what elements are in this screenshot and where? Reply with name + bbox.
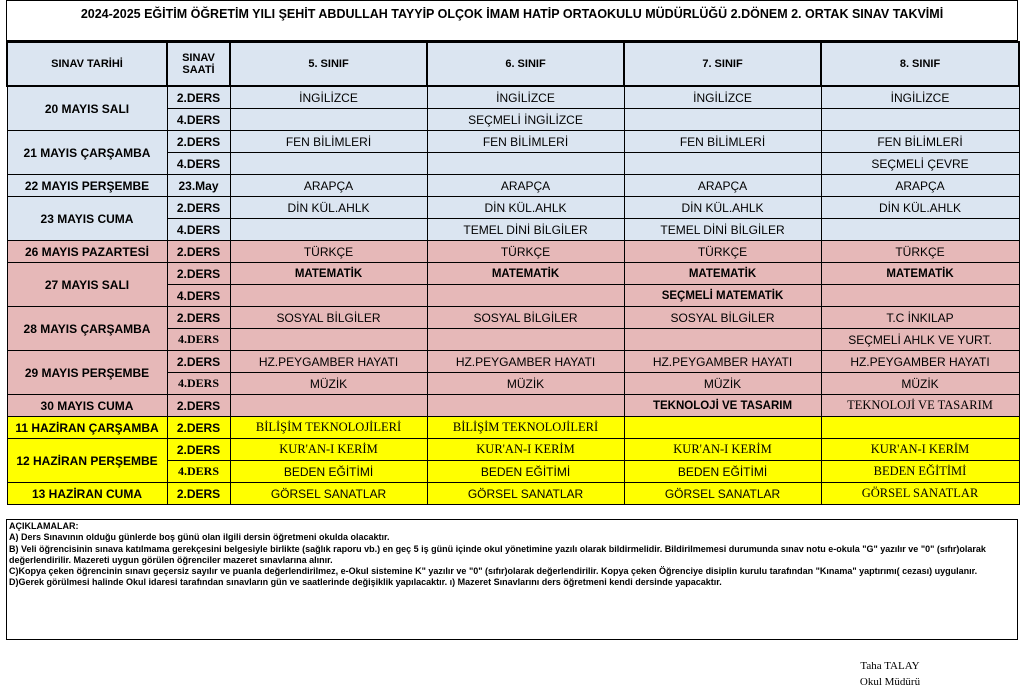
subject-cell-grade-6: SEÇMELİ İNGİLİZCE bbox=[427, 109, 624, 131]
subject-cell-grade-6: TÜRKÇE bbox=[427, 241, 624, 263]
header-date: SINAV TARİHİ bbox=[7, 42, 167, 86]
exam-period: 4.DERS bbox=[167, 219, 230, 241]
header-row bbox=[7, 42, 1019, 86]
table-row bbox=[7, 483, 1019, 505]
table-row bbox=[7, 175, 1019, 197]
subject-cell-grade-6: DİN KÜL.AHLK bbox=[427, 197, 624, 219]
subject-cell-grade-6: KUR'AN-I KERİM bbox=[427, 439, 624, 461]
subject-cell-grade-6: MÜZİK bbox=[427, 373, 624, 395]
header-grade-5: 5. SINIF bbox=[230, 42, 427, 86]
subject-cell-grade-8: MÜZİK bbox=[821, 373, 1019, 395]
exam-period: 4.DERS bbox=[167, 285, 230, 307]
subject-cell-grade-5 bbox=[230, 109, 427, 131]
subject-cell-grade-7 bbox=[624, 153, 821, 175]
subject-cell-grade-7: TEKNOLOJİ VE TASARIM bbox=[624, 395, 821, 417]
exam-date: 29 MAYIS PERŞEMBE bbox=[7, 351, 167, 395]
exam-period: 2.DERS bbox=[167, 351, 230, 373]
subject-cell-grade-6 bbox=[427, 395, 624, 417]
subject-cell-grade-6: BİLİŞİM TEKNOLOJİLERİ bbox=[427, 417, 624, 439]
subject-cell-grade-6: BEDEN EĞİTİMİ bbox=[427, 461, 624, 483]
table-row bbox=[7, 86, 1019, 109]
subject-cell-grade-5: FEN BİLİMLERİ bbox=[230, 131, 427, 153]
subject-cell-grade-8: GÖRSEL SANATLAR bbox=[821, 483, 1019, 505]
subject-cell-grade-8: TÜRKÇE bbox=[821, 241, 1019, 263]
subject-cell-grade-6 bbox=[427, 285, 624, 307]
subject-cell-grade-5: ARAPÇA bbox=[230, 175, 427, 197]
exam-period: 2.DERS bbox=[167, 241, 230, 263]
exam-date: 20 MAYIS SALI bbox=[7, 86, 167, 131]
note-b: B) Veli öğrencisinin sınava katılmama gerekçesini belgesiyle birlikte (sağlık raporu vb.) en geç 5 iş günü içinde okul yönetimine yazılı olarak bildirmelidir. Bildirilmemesi durumunda sınav notu e-okula "G" yazılır ve "0" (sıfır)olarak değerlendirilir. Mazereti uygun görülen öğrenciler mazeret sınavlarına alınır. bbox=[9, 543, 986, 565]
exam-period: 4.DERS bbox=[167, 329, 230, 351]
subject-cell-grade-8: SEÇMELİ AHLK VE YURT. bbox=[821, 329, 1019, 351]
exam-date: 28 MAYIS ÇARŞAMBA bbox=[7, 307, 167, 351]
subject-cell-grade-8: MATEMATİK bbox=[821, 263, 1019, 285]
exam-date: 27 MAYIS SALI bbox=[7, 263, 167, 307]
signature-name: Taha TALAY bbox=[860, 660, 920, 672]
subject-cell-grade-6: TEMEL DİNİ BİLGİLER bbox=[427, 219, 624, 241]
subject-cell-grade-8 bbox=[821, 219, 1019, 241]
header-grade-6: 6. SINIF bbox=[427, 42, 624, 86]
subject-cell-grade-7: SEÇMELİ MATEMATİK bbox=[624, 285, 821, 307]
exam-date: 22 MAYIS PERŞEMBE bbox=[7, 175, 167, 197]
subject-cell-grade-6: FEN BİLİMLERİ bbox=[427, 131, 624, 153]
subject-cell-grade-5 bbox=[230, 153, 427, 175]
exam-period: 2.DERS bbox=[167, 395, 230, 417]
exam-date: 26 MAYIS PAZARTESİ bbox=[7, 241, 167, 263]
exam-date: 21 MAYIS ÇARŞAMBA bbox=[7, 131, 167, 175]
header-grade-7: 7. SINIF bbox=[624, 42, 821, 86]
exam-period: 2.DERS bbox=[167, 197, 230, 219]
exam-period: 2.DERS bbox=[167, 483, 230, 505]
subject-cell-grade-8: BEDEN EĞİTİMİ bbox=[821, 461, 1019, 483]
subject-cell-grade-5 bbox=[230, 329, 427, 351]
subject-cell-grade-8: T.C İNKILAP bbox=[821, 307, 1019, 329]
table-row bbox=[7, 395, 1019, 417]
subject-cell-grade-5: MATEMATİK bbox=[230, 263, 427, 285]
subject-cell-grade-7: MÜZİK bbox=[624, 373, 821, 395]
exam-date: 12 HAZİRAN PERŞEMBE bbox=[7, 439, 167, 483]
table-row bbox=[7, 439, 1019, 461]
subject-cell-grade-6: GÖRSEL SANATLAR bbox=[427, 483, 624, 505]
subject-cell-grade-5: TÜRKÇE bbox=[230, 241, 427, 263]
table-row bbox=[7, 417, 1019, 439]
subject-cell-grade-6: SOSYAL BİLGİLER bbox=[427, 307, 624, 329]
signature-block bbox=[850, 658, 930, 690]
table-row bbox=[7, 351, 1019, 373]
exam-period: 2.DERS bbox=[167, 131, 230, 153]
table-row bbox=[7, 307, 1019, 329]
table-row bbox=[7, 131, 1019, 153]
exam-period: 2.DERS bbox=[167, 439, 230, 461]
exam-period: 23.May bbox=[167, 175, 230, 197]
subject-cell-grade-7 bbox=[624, 109, 821, 131]
subject-cell-grade-8: HZ.PEYGAMBER HAYATI bbox=[821, 351, 1019, 373]
subject-cell-grade-7: KUR'AN-I KERİM bbox=[624, 439, 821, 461]
subject-cell-grade-7: TÜRKÇE bbox=[624, 241, 821, 263]
subject-cell-grade-8: SEÇMELİ ÇEVRE bbox=[821, 153, 1019, 175]
notes-heading: AÇIKLAMALAR: bbox=[9, 521, 79, 531]
subject-cell-grade-7: ARAPÇA bbox=[624, 175, 821, 197]
exam-period: 4.DERS bbox=[167, 153, 230, 175]
subject-cell-grade-8: KUR'AN-I KERİM bbox=[821, 439, 1019, 461]
exam-period: 2.DERS bbox=[167, 263, 230, 285]
page-title: 2024-2025 EĞİTİM ÖĞRETİM YILI ŞEHİT ABDULLAH TAYYİP OLÇOK İMAM HATİP ORTAOKULU MÜDÜRLÜĞÜ 2.DÖNEM 2. ORTAK SINAV TAKVİMİ bbox=[6, 0, 1018, 41]
subject-cell-grade-5: HZ.PEYGAMBER HAYATI bbox=[230, 351, 427, 373]
subject-cell-grade-7: SOSYAL BİLGİLER bbox=[624, 307, 821, 329]
subject-cell-grade-8: DİN KÜL.AHLK bbox=[821, 197, 1019, 219]
subject-cell-grade-5: GÖRSEL SANATLAR bbox=[230, 483, 427, 505]
subject-cell-grade-7: GÖRSEL SANATLAR bbox=[624, 483, 821, 505]
table-row bbox=[7, 241, 1019, 263]
subject-cell-grade-5 bbox=[230, 395, 427, 417]
subject-cell-grade-7 bbox=[624, 417, 821, 439]
subject-cell-grade-5 bbox=[230, 285, 427, 307]
subject-cell-grade-5 bbox=[230, 219, 427, 241]
subject-cell-grade-8: FEN BİLİMLERİ bbox=[821, 131, 1019, 153]
subject-cell-grade-6 bbox=[427, 329, 624, 351]
subject-cell-grade-7: DİN KÜL.AHLK bbox=[624, 197, 821, 219]
notes-box bbox=[6, 519, 1018, 640]
table-row bbox=[7, 263, 1019, 285]
exam-period: 4.DERS bbox=[167, 373, 230, 395]
subject-cell-grade-6: ARAPÇA bbox=[427, 175, 624, 197]
exam-date: 30 MAYIS CUMA bbox=[7, 395, 167, 417]
exam-period: 2.DERS bbox=[167, 417, 230, 439]
exam-date: 13 HAZİRAN CUMA bbox=[7, 483, 167, 505]
subject-cell-grade-5: BEDEN EĞİTİMİ bbox=[230, 461, 427, 483]
subject-cell-grade-6: İNGİLİZCE bbox=[427, 86, 624, 109]
subject-cell-grade-6: HZ.PEYGAMBER HAYATI bbox=[427, 351, 624, 373]
header-grade-8: 8. SINIF bbox=[821, 42, 1019, 86]
subject-cell-grade-7: BEDEN EĞİTİMİ bbox=[624, 461, 821, 483]
subject-cell-grade-7 bbox=[624, 329, 821, 351]
exam-date: 11 HAZİRAN ÇARŞAMBA bbox=[7, 417, 167, 439]
subject-cell-grade-8 bbox=[821, 285, 1019, 307]
subject-cell-grade-5: SOSYAL BİLGİLER bbox=[230, 307, 427, 329]
subject-cell-grade-8: İNGİLİZCE bbox=[821, 86, 1019, 109]
subject-cell-grade-6 bbox=[427, 153, 624, 175]
subject-cell-grade-7: HZ.PEYGAMBER HAYATI bbox=[624, 351, 821, 373]
signature-role: Okul Müdürü bbox=[859, 676, 921, 688]
subject-cell-grade-8: ARAPÇA bbox=[821, 175, 1019, 197]
subject-cell-grade-7: İNGİLİZCE bbox=[624, 86, 821, 109]
exam-period: 4.DERS bbox=[167, 109, 230, 131]
subject-cell-grade-8: TEKNOLOJİ VE TASARIM bbox=[821, 395, 1019, 417]
table-row bbox=[7, 197, 1019, 219]
subject-cell-grade-7: TEMEL DİNİ BİLGİLER bbox=[624, 219, 821, 241]
subject-cell-grade-7: FEN BİLİMLERİ bbox=[624, 131, 821, 153]
exam-period: 2.DERS bbox=[167, 86, 230, 109]
subject-cell-grade-8 bbox=[821, 417, 1019, 439]
subject-cell-grade-5: BİLİŞİM TEKNOLOJİLERİ bbox=[230, 417, 427, 439]
subject-cell-grade-6: MATEMATİK bbox=[427, 263, 624, 285]
subject-cell-grade-5: DİN KÜL.AHLK bbox=[230, 197, 427, 219]
exam-period: 4.DERS bbox=[167, 461, 230, 483]
exam-schedule-table bbox=[6, 41, 1020, 505]
subject-cell-grade-5: KUR'AN-I KERİM bbox=[230, 439, 427, 461]
exam-period: 2.DERS bbox=[167, 307, 230, 329]
header-time: SINAV SAATİ bbox=[167, 42, 230, 86]
subject-cell-grade-5: MÜZİK bbox=[230, 373, 427, 395]
exam-date: 23 MAYIS CUMA bbox=[7, 197, 167, 241]
subject-cell-grade-7: MATEMATİK bbox=[624, 263, 821, 285]
note-a: A) Ders Sınavının olduğu günlerde boş günü olan ilgili dersin öğretmeni okulda olacaktır. bbox=[9, 532, 390, 543]
subject-cell-grade-8 bbox=[821, 109, 1019, 131]
note-d: D)Gerek görülmesi halinde Okul idaresi tarafından sınavların gün ve saatlerinde değişiklik yapılacaktır. ı) Mazeret Sınavlarını ders öğretmeni kendi dersinde yapacaktır. bbox=[9, 577, 722, 588]
subject-cell-grade-5: İNGİLİZCE bbox=[230, 86, 427, 109]
note-c: C)Kopya çeken öğrencinin sınavı geçersiz sayılır ve puanla değerlendirilmez, e-Okul sistemine K" yazılır ve "0" (sıfır)olarak değerlendirilir. Kopya çeken Öğrenciye disiplin kurulu tarafından "Kınama" yaptırımı( cezası) uygulanır. bbox=[9, 566, 978, 577]
